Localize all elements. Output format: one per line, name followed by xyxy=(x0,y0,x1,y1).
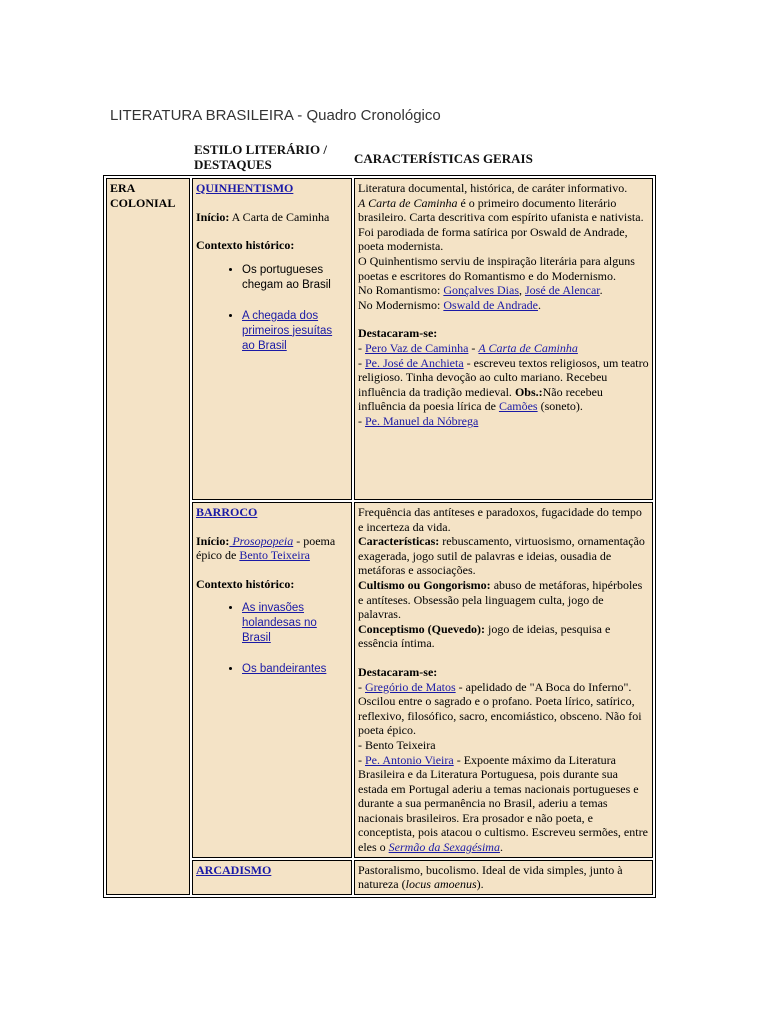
era-label: ERA COLONIAL xyxy=(110,181,176,210)
link-invasoes-holandesas[interactable]: As invasões holandesas no Brasil xyxy=(242,602,317,645)
link-sermao-da-sexagesima[interactable]: Sermão da Sexagésima xyxy=(388,840,500,855)
link-jose-de-alencar[interactable]: José de Alencar xyxy=(525,283,600,298)
link-oswald-de-andrade[interactable]: Oswald de Andrade xyxy=(443,297,538,312)
link-barroco[interactable]: BARROCO xyxy=(196,505,258,519)
page-title: LITERATURA BRASILEIRA - Quadro Cronológico xyxy=(110,107,441,124)
link-jose-de-anchieta[interactable]: Pe. José de Anchieta xyxy=(365,355,464,370)
carac-cell-arcadismo: Pastoralismo, bucolismo. Ideal de vida simples, junto à natureza (locus amoenus). xyxy=(354,860,653,895)
header-caracteristicas: CARACTERÍSTICAS GERAIS xyxy=(354,151,533,166)
header-estilo: ESTILO LITERÁRIO / DESTAQUES xyxy=(194,142,327,172)
link-quinhentismo[interactable]: QUINHENTISMO xyxy=(196,181,294,195)
link-bento-teixeira[interactable]: Bento Teixeira xyxy=(239,548,310,563)
link-goncalves-dias[interactable]: Gonçalves Dias xyxy=(443,283,519,298)
era-cell xyxy=(106,178,190,895)
link-gregorio-de-matos[interactable]: Gregório de Matos xyxy=(365,679,456,694)
list-item xyxy=(242,662,348,677)
carac-cell-quinhentismo: Literatura documental, histórica, de caráter informativo. A Carta de Caminha é o primeiro documento literário brasileiro. Carta descritiva com espírito ufanista e nativista. Foi parodiada de forma satírica por Oswald de Andrade, poeta modernista. O Quinhentismo serviu de inspiração literária para alguns poetas e escritores do Romantismo e do Modernismo. No Romantismo: Gonçalves Dias, José de Alencar. No Modernismo: Oswald de Andrade. Destacaram-se: - Pero Vaz de Caminha - A Carta de Caminha - Pe. José de Anchieta - escreveu textos religiosos, um teatro religioso. Tinha devoção ao culto mariano. Recebeu influência da tradição medieval. Obs.:Não recebeu influência da poesia lírica de Camões (soneto). - Pe. Manuel da Nóbrega xyxy=(354,178,653,500)
contexto-label: Contexto histórico: xyxy=(196,238,295,253)
estilo-cell-barroco: BARROCO Início: Prosopopeia - poema épico de Bento Teixeira Contexto histórico: • As invasões holandesas no Brasil • Os bandeirantes xyxy=(192,502,352,858)
link-chegada-jesuitas[interactable]: A chegada dos primeiros jesuítas ao Brasil xyxy=(242,309,333,352)
contexto-list xyxy=(196,601,348,677)
list-item: • Os portugueses chegam ao Brasil xyxy=(242,263,348,293)
link-arcadismo[interactable]: ARCADISMO xyxy=(196,862,272,877)
title-sub: Quadro Cronológico xyxy=(306,107,441,124)
estilo-cell-quinhentismo: QUINHENTISMO Início: A Carta de Caminha Contexto histórico: • Os portugueses chegam ao Brasil • A chegada dos primeiros jesuítas ao Brasil xyxy=(192,178,352,500)
list-item xyxy=(242,309,348,354)
table-row-quinhentismo xyxy=(106,178,653,500)
contexto-label: Contexto histórico: xyxy=(196,576,295,591)
link-pero-vaz-de-caminha[interactable]: Pero Vaz de Caminha xyxy=(365,340,469,355)
estilo-cell-arcadismo xyxy=(192,860,352,895)
link-prosopopeia[interactable]: Prosopopeia xyxy=(229,533,294,548)
link-a-carta-de-caminha[interactable]: A Carta de Caminha xyxy=(478,340,578,355)
carac-cell-barroco: Frequência das antíteses e paradoxos, fugacidade do tempo e incerteza da vida. Características: rebuscamento, virtuosismo, ornamentação exagerada, jogo sutil de palavras e ideias, ousadia de metáforas e associações. Cultismo ou Gongorismo: abuso de metáforas, hipérboles e antíteses. Obsessão pela linguagem culta, jogo de palavras. Conceptismo (Quevedo): jogo de ideias, pesquisa e essência íntima. Destacaram-se: - Gregório de Matos - apelidado de "A Boca do Inferno". Oscilou entre o sagrado e o profano. Poeta lírico, satírico, reflexivo, filosófico, sacro, encomiástico, obsceno. Não foi poeta épico. - Bento Teixeira - Pe. Antonio Vieira - Expoente máximo da Literatura Brasileira e da Literatura Portuguesa, pois durante sua estada em Portugal aderiu a temas nacionais portugueses e durante a sua permanência no Brasil, aderiu a temas nacionais brasileiros. Era prosador e não poeta, e conceptista, pois atacou o cultismo. Escreveu sermões, entre eles o Sermão da Sexagésima. xyxy=(354,502,653,858)
list-item xyxy=(242,601,348,646)
chronology-table xyxy=(103,175,656,898)
title-main: LITERATURA BRASILEIRA xyxy=(110,107,294,124)
link-manuel-da-nobrega[interactable]: Pe. Manuel da Nóbrega xyxy=(365,413,479,428)
link-bandeirantes[interactable]: Os bandeirantes xyxy=(242,663,327,676)
link-antonio-vieira[interactable]: Pe. Antonio Vieira xyxy=(365,752,454,767)
link-camoes[interactable]: Camões xyxy=(498,399,538,414)
contexto-list xyxy=(196,263,348,354)
